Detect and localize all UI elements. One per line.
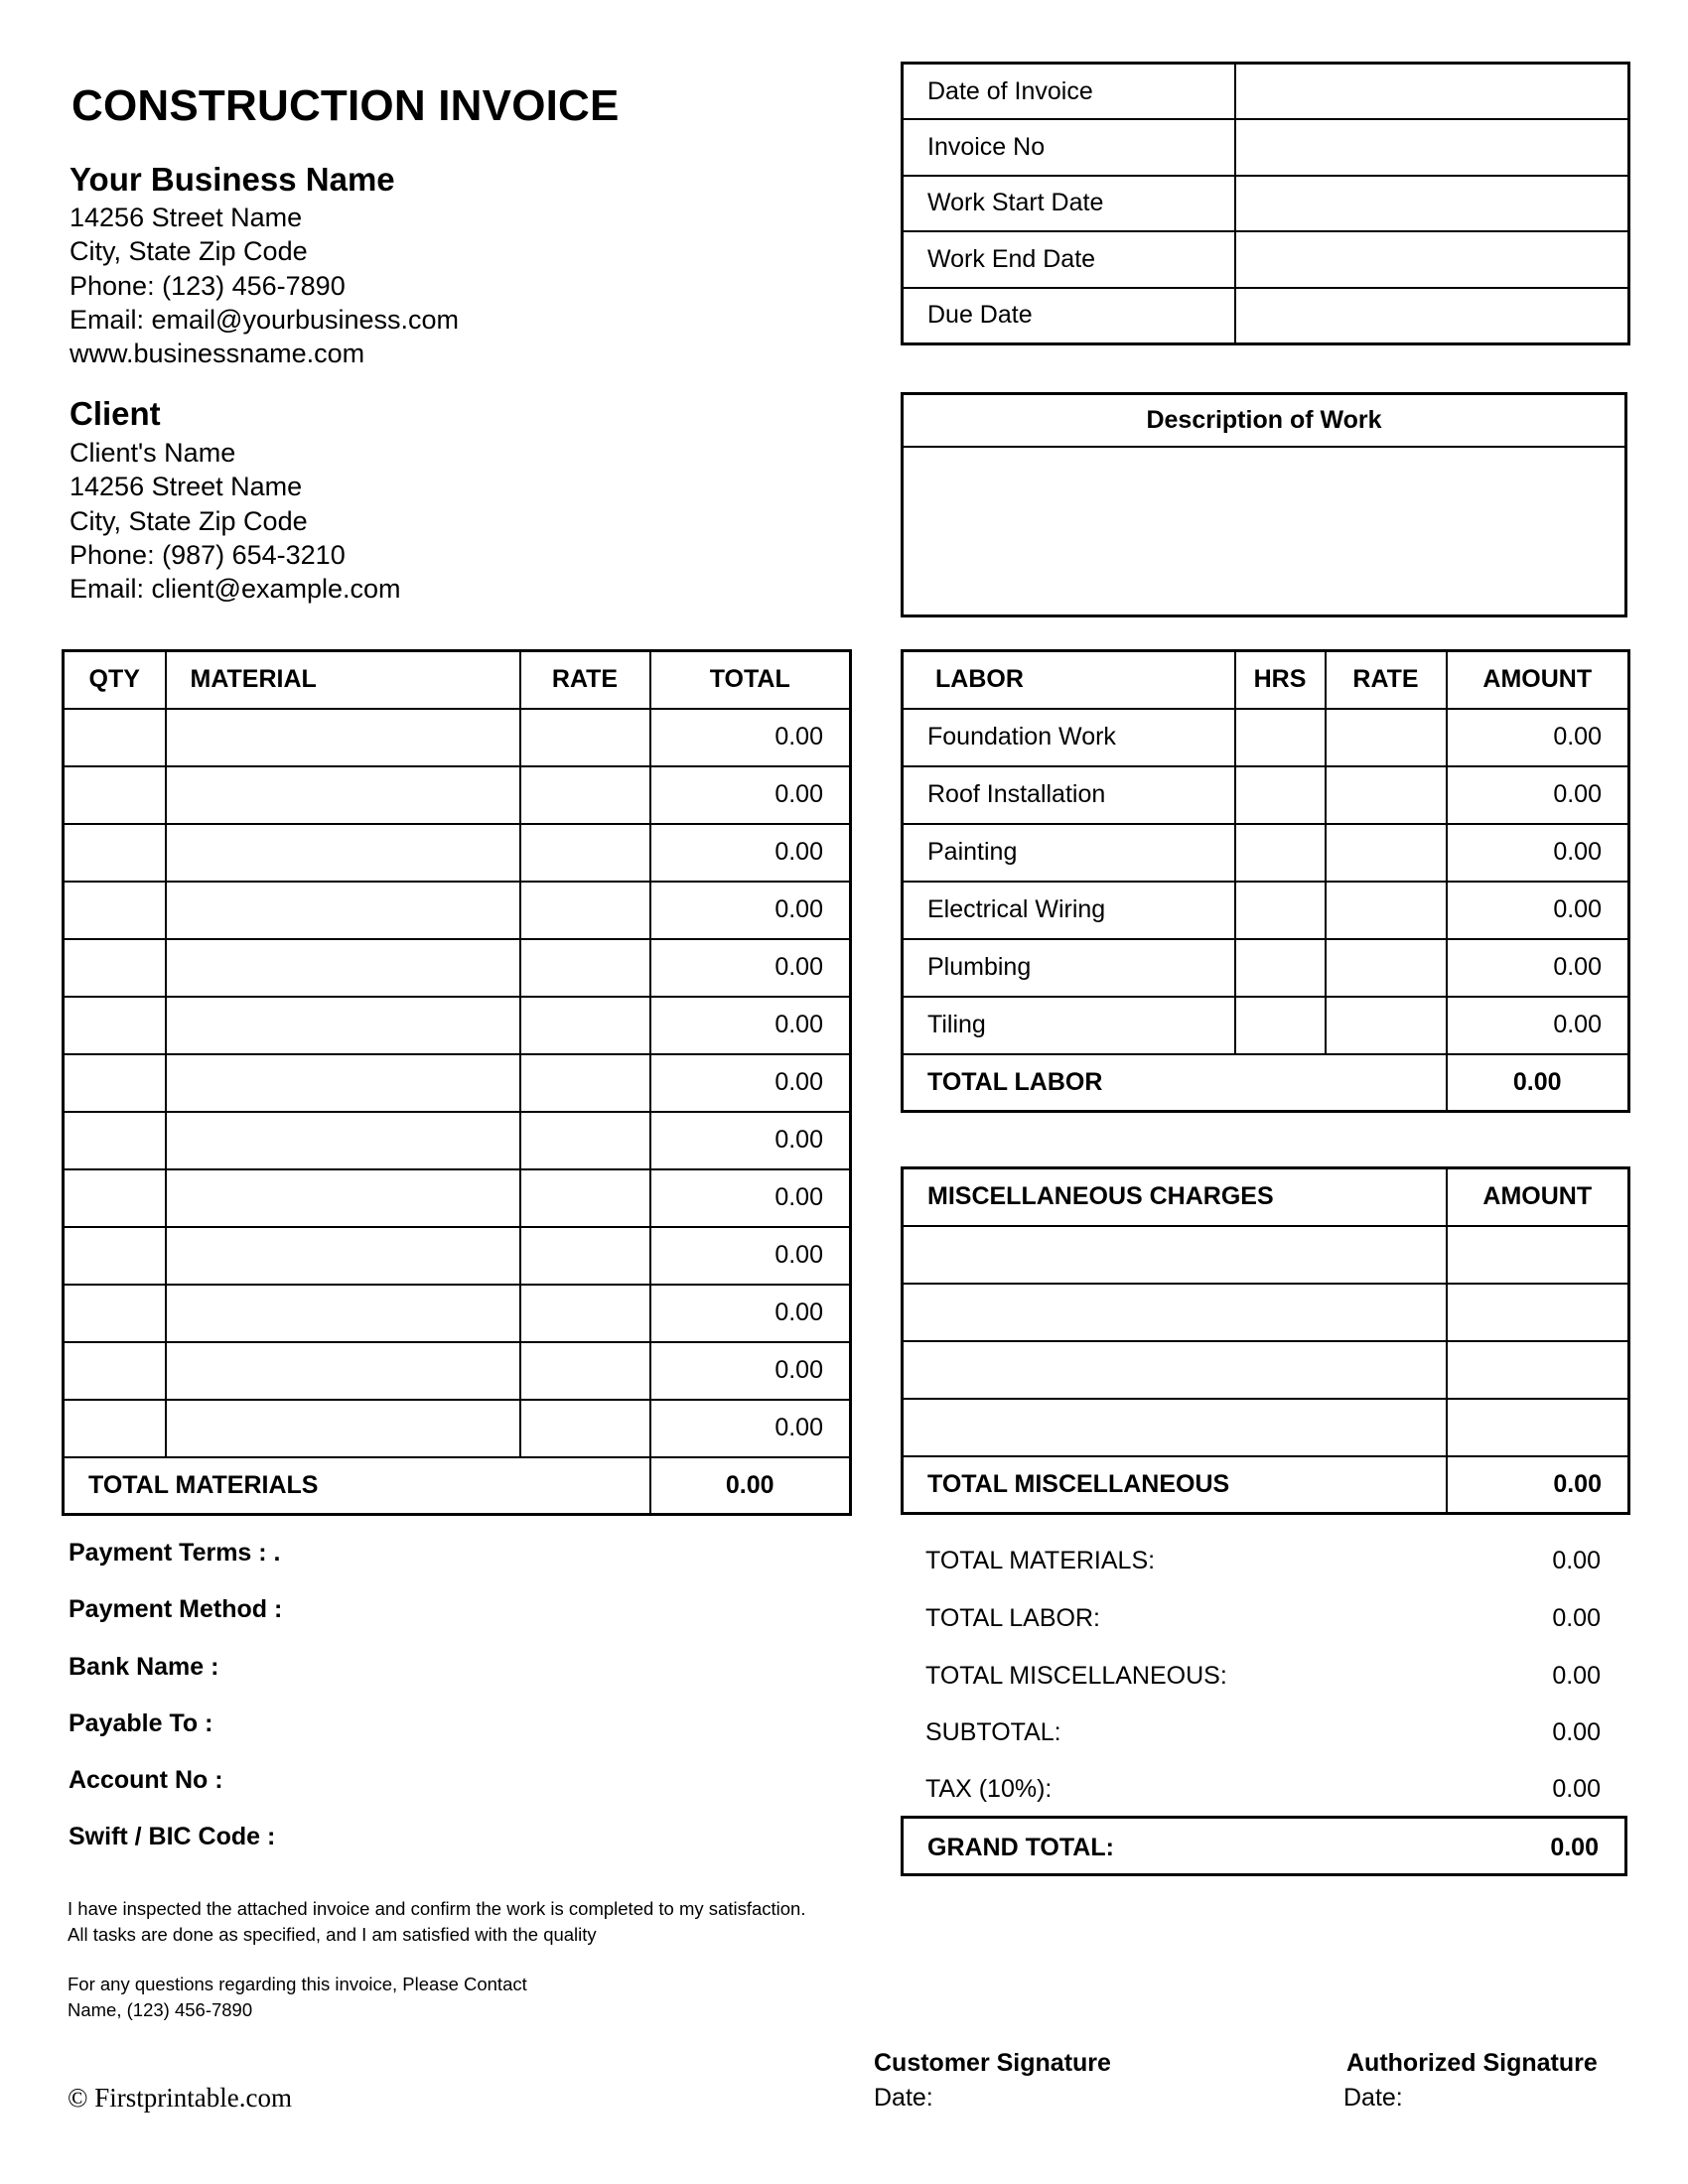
materials-row — [64, 1054, 851, 1112]
misc-header-row — [903, 1168, 1629, 1226]
material-total-cell: 0.00 — [650, 882, 851, 939]
business-address-block — [70, 201, 459, 370]
material-total-cell: 0.00 — [650, 824, 851, 882]
labor-row — [903, 882, 1629, 939]
summary-total-misc — [925, 1662, 1601, 1691]
material-qty-cell[interactable] — [64, 766, 166, 824]
contact-line: For any questions regarding this invoice, Please Contact — [68, 1974, 527, 1994]
summary-total-materials — [925, 1547, 1601, 1575]
info-label-date-of-invoice: Date of Invoice — [903, 64, 1235, 120]
info-row — [903, 64, 1629, 120]
misc-amount-cell[interactable] — [1447, 1226, 1629, 1284]
business-phone: Phone: (123) 456-7890 — [70, 270, 346, 301]
material-material-cell[interactable] — [166, 1169, 520, 1227]
materials-row — [64, 1227, 851, 1285]
materials-row — [64, 1285, 851, 1342]
customer-signature-date: Date: — [874, 2084, 933, 2112]
material-qty-cell[interactable] — [64, 997, 166, 1054]
business-name: Your Business Name — [70, 161, 395, 198]
labor-amount-cell: 0.00 — [1447, 709, 1629, 766]
misc-amount-cell[interactable] — [1447, 1284, 1629, 1341]
materials-row — [64, 1400, 851, 1457]
materials-header-total: TOTAL — [650, 651, 851, 709]
contact-note — [68, 1972, 527, 2023]
swift-bic-code: Swift / BIC Code : — [69, 1823, 276, 1850]
material-rate-cell[interactable] — [520, 997, 650, 1054]
client-city: City, State Zip Code — [70, 505, 308, 536]
description-table — [901, 392, 1627, 617]
materials-row — [64, 882, 851, 939]
client-street: 14256 Street Name — [70, 472, 303, 502]
total-misc-label: TOTAL MISCELLANEOUS — [903, 1456, 1447, 1514]
labor-row — [903, 939, 1629, 997]
misc-row — [903, 1284, 1629, 1341]
material-rate-cell[interactable] — [520, 939, 650, 997]
material-qty-cell[interactable] — [64, 1285, 166, 1342]
client-email: Email: client@example.com — [70, 574, 401, 605]
materials-header-row — [64, 651, 851, 709]
date-of-invoice-field[interactable] — [1235, 64, 1629, 120]
labor-amount-cell: 0.00 — [1447, 824, 1629, 882]
labor-row — [903, 997, 1629, 1054]
business-city: City, State Zip Code — [70, 236, 308, 267]
labor-rate-cell[interactable] — [1326, 766, 1447, 824]
summary-label: SUBTOTAL: — [925, 1718, 1061, 1746]
material-total-cell: 0.00 — [650, 1227, 851, 1285]
material-material-cell[interactable] — [166, 1285, 520, 1342]
labor-hrs-cell[interactable] — [1235, 709, 1326, 766]
summary-label: TOTAL MISCELLANEOUS: — [925, 1662, 1227, 1690]
materials-total-row — [64, 1457, 851, 1515]
contact-line: Name, (123) 456-7890 — [68, 1999, 253, 2020]
material-material-cell[interactable] — [166, 766, 520, 824]
materials-row — [64, 1169, 851, 1227]
material-rate-cell[interactable] — [520, 1169, 650, 1227]
labor-name-cell: Foundation Work — [903, 709, 1235, 766]
material-qty-cell[interactable] — [64, 1227, 166, 1285]
confirmation-note — [68, 1896, 805, 1948]
note-line: I have inspected the attached invoice and confirm the work is completed to my satisfaction. — [68, 1898, 806, 1919]
info-label-due-date: Due Date — [903, 288, 1235, 344]
summary-tax — [925, 1775, 1601, 1804]
info-row — [903, 176, 1629, 232]
material-material-cell[interactable] — [166, 1112, 520, 1169]
misc-charge-cell[interactable] — [903, 1341, 1447, 1399]
material-rate-cell[interactable] — [520, 824, 650, 882]
business-street: 14256 Street Name — [70, 203, 303, 232]
total-materials-label: TOTAL MATERIALS — [64, 1457, 650, 1515]
material-total-cell: 0.00 — [650, 939, 851, 997]
misc-rows — [903, 1226, 1629, 1456]
material-total-cell: 0.00 — [650, 1285, 851, 1342]
materials-header-material: MATERIAL — [166, 651, 520, 709]
description-heading: Description of Work — [903, 394, 1626, 447]
business-email: Email: email@yourbusiness.com — [70, 304, 460, 335]
material-rate-cell[interactable] — [520, 709, 650, 766]
labor-amount-cell: 0.00 — [1447, 939, 1629, 997]
authorized-signature-label: Authorized Signature — [1346, 2049, 1598, 2077]
client-address-block — [70, 436, 401, 606]
bank-name: Bank Name : — [69, 1653, 219, 1681]
material-rate-cell[interactable] — [520, 1227, 650, 1285]
material-material-cell[interactable] — [166, 1227, 520, 1285]
material-rate-cell[interactable] — [520, 1054, 650, 1112]
description-field[interactable] — [903, 447, 1626, 616]
material-total-cell: 0.00 — [650, 997, 851, 1054]
materials-header-rate: RATE — [520, 651, 650, 709]
labor-row — [903, 766, 1629, 824]
misc-amount-cell[interactable] — [1447, 1399, 1629, 1456]
materials-row — [64, 766, 851, 824]
labor-name-cell: Plumbing — [903, 939, 1235, 997]
labor-name-cell: Electrical Wiring — [903, 882, 1235, 939]
material-total-cell: 0.00 — [650, 1342, 851, 1400]
labor-total-row — [903, 1054, 1629, 1112]
customer-signature-label: Customer Signature — [874, 2049, 1111, 2077]
total-misc-value: 0.00 — [1447, 1456, 1629, 1514]
misc-charge-cell[interactable] — [903, 1284, 1447, 1341]
labor-row — [903, 709, 1629, 766]
info-label-work-end-date: Work End Date — [903, 231, 1235, 288]
misc-amount-cell[interactable] — [1447, 1341, 1629, 1399]
misc-header-charges: MISCELLANEOUS CHARGES — [903, 1168, 1447, 1226]
client-phone: Phone: (987) 654-3210 — [70, 539, 346, 570]
materials-row — [64, 939, 851, 997]
labor-amount-cell: 0.00 — [1447, 766, 1629, 824]
payment-method: Payment Method : — [69, 1595, 283, 1623]
misc-header-amount: AMOUNT — [1447, 1168, 1629, 1226]
info-row — [903, 231, 1629, 288]
material-rate-cell[interactable] — [520, 1342, 650, 1400]
material-material-cell[interactable] — [166, 709, 520, 766]
misc-row — [903, 1226, 1629, 1284]
note-line: All tasks are done as specified, and I am satisfied with the quality — [68, 1924, 597, 1945]
material-rate-cell[interactable] — [520, 1112, 650, 1169]
material-qty-cell[interactable] — [64, 1054, 166, 1112]
labor-header-amount: AMOUNT — [1447, 651, 1629, 709]
total-materials-value: 0.00 — [650, 1457, 851, 1515]
summary-label: TOTAL MATERIALS: — [925, 1547, 1156, 1574]
labor-row — [903, 824, 1629, 882]
authorized-signature-date: Date: — [1343, 2084, 1403, 2112]
labor-rate-cell[interactable] — [1326, 997, 1447, 1054]
material-total-cell: 0.00 — [650, 1054, 851, 1112]
invoice-no-field[interactable] — [1235, 119, 1629, 176]
summary-value: 0.00 — [1552, 1662, 1601, 1690]
misc-row — [903, 1341, 1629, 1399]
work-start-date-field[interactable] — [1235, 176, 1629, 232]
materials-rows — [64, 709, 851, 1457]
summary-value: 0.00 — [1552, 1718, 1601, 1746]
labor-rate-cell[interactable] — [1326, 824, 1447, 882]
materials-row — [64, 997, 851, 1054]
business-website: www.businessname.com — [70, 339, 365, 369]
materials-row — [64, 1112, 851, 1169]
info-row — [903, 119, 1629, 176]
labor-name-cell: Painting — [903, 824, 1235, 882]
material-material-cell[interactable] — [166, 824, 520, 882]
material-qty-cell[interactable] — [64, 939, 166, 997]
info-row — [903, 288, 1629, 344]
materials-table — [62, 649, 852, 1516]
materials-row — [64, 824, 851, 882]
material-qty-cell[interactable] — [64, 709, 166, 766]
labor-header-row — [903, 651, 1629, 709]
material-material-cell[interactable] — [166, 1400, 520, 1457]
invoice-info-table — [901, 62, 1630, 345]
material-qty-cell[interactable] — [64, 824, 166, 882]
info-label-invoice-no: Invoice No — [903, 119, 1235, 176]
grand-total-box — [901, 1816, 1627, 1876]
labor-name-cell: Tiling — [903, 997, 1235, 1054]
labor-rate-cell[interactable] — [1326, 882, 1447, 939]
info-label-work-start-date: Work Start Date — [903, 176, 1235, 232]
material-rate-cell[interactable] — [520, 882, 650, 939]
total-labor-value: 0.00 — [1447, 1054, 1629, 1112]
summary-subtotal — [925, 1718, 1601, 1747]
summary-value: 0.00 — [1552, 1775, 1601, 1803]
labor-header-labor: LABOR — [903, 651, 1235, 709]
misc-total-row — [903, 1456, 1629, 1514]
grand-total-value: 0.00 — [1550, 1834, 1599, 1861]
payable-to: Payable To : — [69, 1709, 213, 1737]
labor-table — [901, 649, 1630, 1113]
material-qty-cell[interactable] — [64, 882, 166, 939]
labor-amount-cell: 0.00 — [1447, 882, 1629, 939]
misc-charges-table — [901, 1166, 1630, 1515]
summary-total-labor — [925, 1604, 1601, 1633]
material-qty-cell[interactable] — [64, 1342, 166, 1400]
material-material-cell[interactable] — [166, 1054, 520, 1112]
labor-hrs-cell[interactable] — [1235, 997, 1326, 1054]
labor-rows — [903, 709, 1629, 1054]
total-labor-label: TOTAL LABOR — [903, 1054, 1447, 1112]
labor-rate-cell[interactable] — [1326, 939, 1447, 997]
payment-terms: Payment Terms : . — [69, 1539, 281, 1567]
material-qty-cell[interactable] — [64, 1112, 166, 1169]
material-material-cell[interactable] — [166, 1342, 520, 1400]
summary-value: 0.00 — [1552, 1604, 1601, 1632]
work-end-date-field[interactable] — [1235, 231, 1629, 288]
copyright: © Firstprintable.com — [68, 2083, 292, 2113]
material-total-cell: 0.00 — [650, 1169, 851, 1227]
materials-row — [64, 709, 851, 766]
labor-hrs-cell[interactable] — [1235, 766, 1326, 824]
materials-header-qty: QTY — [64, 651, 166, 709]
labor-amount-cell: 0.00 — [1447, 997, 1629, 1054]
material-rate-cell[interactable] — [520, 1285, 650, 1342]
materials-row — [64, 1342, 851, 1400]
labor-hrs-cell[interactable] — [1235, 824, 1326, 882]
due-date-field[interactable] — [1235, 288, 1629, 344]
labor-hrs-cell[interactable] — [1235, 939, 1326, 997]
misc-charge-cell[interactable] — [903, 1399, 1447, 1456]
material-material-cell[interactable] — [166, 939, 520, 997]
material-qty-cell[interactable] — [64, 1400, 166, 1457]
material-material-cell[interactable] — [166, 882, 520, 939]
client-heading: Client — [70, 395, 161, 432]
material-rate-cell[interactable] — [520, 1400, 650, 1457]
summary-label: TOTAL LABOR: — [925, 1604, 1100, 1632]
labor-header-hrs: HRS — [1235, 651, 1326, 709]
labor-header-rate: RATE — [1326, 651, 1447, 709]
account-no: Account No : — [69, 1766, 223, 1794]
client-name: Client's Name — [70, 438, 236, 468]
material-total-cell: 0.00 — [650, 709, 851, 766]
material-total-cell: 0.00 — [650, 766, 851, 824]
material-qty-cell[interactable] — [64, 1169, 166, 1227]
summary-value: 0.00 — [1552, 1547, 1601, 1574]
misc-row — [903, 1399, 1629, 1456]
labor-rate-cell[interactable] — [1326, 709, 1447, 766]
labor-hrs-cell[interactable] — [1235, 882, 1326, 939]
summary-label: TAX (10%): — [925, 1775, 1053, 1803]
labor-name-cell: Roof Installation — [903, 766, 1235, 824]
grand-total-label: GRAND TOTAL: — [927, 1834, 1114, 1861]
material-total-cell: 0.00 — [650, 1400, 851, 1457]
misc-charge-cell[interactable] — [903, 1226, 1447, 1284]
material-total-cell: 0.00 — [650, 1112, 851, 1169]
invoice-title: CONSTRUCTION INVOICE — [71, 81, 620, 130]
material-rate-cell[interactable] — [520, 766, 650, 824]
material-material-cell[interactable] — [166, 997, 520, 1054]
